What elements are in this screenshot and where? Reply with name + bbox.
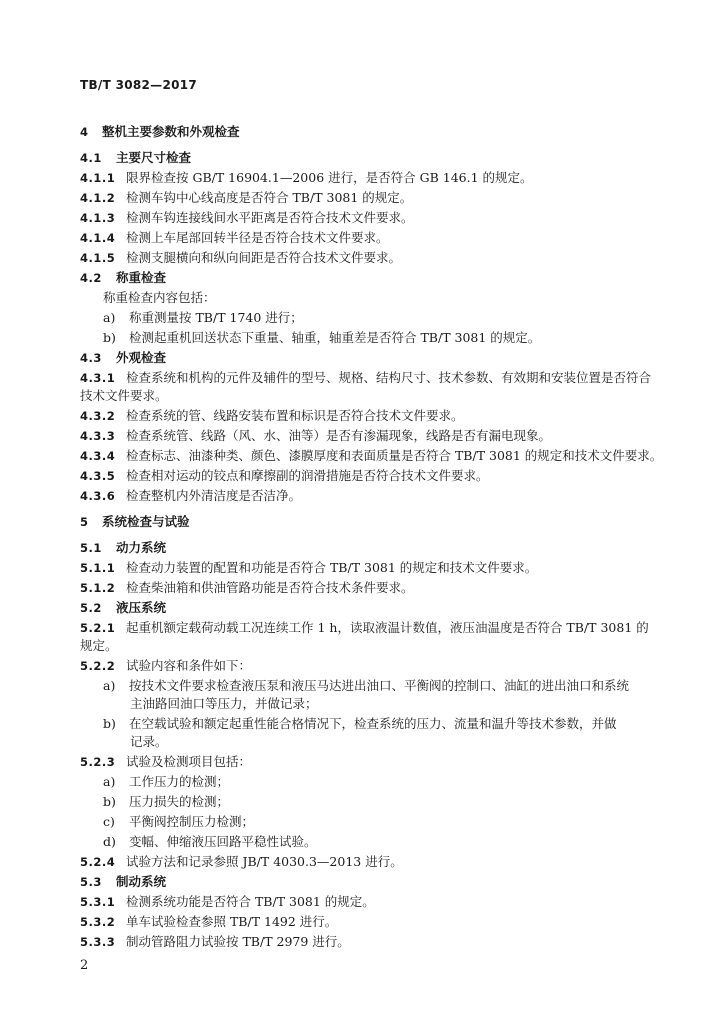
clause-line [80,580,654,596]
clause-line [80,370,654,386]
list-item-continuation [130,734,654,750]
list-label: d) [103,834,116,849]
clause-text: 限界检查按 GB/T 16904.1—2006 进行，是否符合 GB 146.1 的规定。 [126,170,533,185]
clause-number: 5.2 [80,601,102,615]
list-text: 主油路回油口等压力，并做记录； [130,696,318,711]
clause-title: 制动系统 [116,874,167,889]
clause-title: 称重检查 [116,270,167,285]
clause-text: 检查动力装置的配置和功能是否符合 TB/T 3081 的规定和技术文件要求。 [126,560,538,575]
clause-text: 检测上车尾部回转半径是否符合技术文件要求。 [126,230,389,245]
list-label: c) [103,814,115,829]
clause-number: 4.1.3 [80,211,116,225]
page-number: 2 [80,958,89,973]
clause-title: 外观检查 [116,350,167,365]
clause-number: 5.2.2 [80,659,116,673]
list-text: 在空载试验和额定起重性能合格情况下，检查系统的压力、流量和温升等技术参数，并做 [129,716,617,731]
clause-number: 4.3.1 [80,371,116,385]
clause-number: 5.1.2 [80,581,116,595]
clause-number: 4.1 [80,151,102,165]
clause-line [103,290,654,306]
clause-line [80,560,654,576]
clause-number: 4.1.5 [80,251,116,265]
list-item [103,794,654,810]
clause-number: 5 [80,515,89,529]
clause-text: 检测支腿横向和纵向间距是否符合技术文件要求。 [126,250,402,265]
clause-text: 试验及检测项目包括： [126,754,252,769]
clause-number: 4.3.2 [80,409,116,423]
section-heading [80,514,654,530]
clause-line [80,230,654,246]
clause-number: 5.3.2 [80,915,116,929]
list-text: 检测起重机回送状态下重量、轴重，轴重差是否符合 TB/T 3081 的规定。 [129,330,541,345]
clause-line [80,894,654,910]
clause-line [80,638,654,654]
clause-line [80,934,654,950]
list-label: b) [103,794,116,809]
clause-number: 5.3 [80,875,102,889]
clause-text: 检查系统的管、线路安装布置和标识是否符合技术文件要求。 [126,408,464,423]
clause-text: 检测车钩连接线间水平距离是否符合技术文件要求。 [126,210,414,225]
clause-line [80,428,654,444]
clause-line [80,754,654,770]
clause-text: 检查相对运动的铰点和摩擦副的润滑措施是否符合技术文件要求。 [126,468,489,483]
list-label: b) [103,330,116,345]
subsection-heading [80,600,654,616]
subsection-heading [80,350,654,366]
list-label: a) [103,678,116,693]
subsection-heading [80,270,654,286]
clause-number: 4.1.4 [80,231,116,245]
clause-number: 5.1 [80,541,102,555]
clause-number: 4.2 [80,271,102,285]
clause-number: 4.1.1 [80,171,116,185]
list-label: a) [103,774,116,789]
clause-text: 检查标志、油漆种类、颜色、漆膜厚度和表面质量是否符合 TB/T 3081 的规定和技术文件要求。 [126,448,663,463]
clause-number: 5.3.1 [80,895,116,909]
clause-text: 试验内容和条件如下： [126,658,252,673]
list-text: 按技术文件要求检查液压泵和液压马达进出油口、平衡阀的控制口、油缸的进出油口和系统 [129,678,630,693]
clause-line [80,250,654,266]
clause-line [80,468,654,484]
clause-text: 检测车钩中心线高度是否符合 TB/T 3081 的规定。 [126,190,413,205]
clause-number: 5.2.3 [80,755,116,769]
list-item-continuation [130,696,654,712]
clause-line [80,854,654,870]
clause-text: 称重检查内容包括： [103,290,216,305]
clause-text: 制动管路阻力试验按 TB/T 2979 进行。 [126,934,350,949]
list-item [103,678,654,694]
standard-code-header: TB/T 3082—2017 [80,78,198,92]
section-heading [80,124,654,140]
clause-text: 检测系统功能是否符合 TB/T 3081 的规定。 [126,894,375,909]
list-text: 称重测量按 TB/T 1740 进行； [129,310,303,325]
list-label: a) [103,310,116,325]
clause-number: 4.3.3 [80,429,116,443]
clause-title: 系统检查与试验 [102,514,190,529]
list-item [103,310,654,326]
subsection-heading [80,874,654,890]
clause-line [80,408,654,424]
clause-line [80,448,663,464]
list-text: 压力损失的检测； [129,794,230,809]
clause-line [80,210,654,226]
subsection-heading [80,150,654,166]
subsection-heading [80,540,654,556]
clause-number: 4.1.2 [80,191,116,205]
clause-number: 4 [80,125,89,139]
clause-line [80,488,654,504]
clause-number: 4.3.5 [80,469,116,483]
clause-text: 检查系统和机构的元件及辅件的型号、规格、结构尺寸、技术参数、有效期和安装位置是否符合 [126,370,652,385]
clause-title: 液压系统 [116,600,167,615]
list-item [103,814,654,830]
clause-line [80,190,654,206]
clause-number: 5.3.3 [80,935,116,949]
list-text: 工作压力的检测； [129,774,230,789]
clause-title: 主要尺寸检查 [116,150,192,165]
clause-title: 动力系统 [116,540,167,555]
list-item [103,774,654,790]
list-item [103,330,654,346]
clause-line [80,620,654,636]
list-item [103,834,654,850]
clause-line [80,170,654,186]
list-text: 变幅、伸缩液压回路平稳性试验。 [129,834,317,849]
clause-number: 4.3.6 [80,489,116,503]
clause-line [80,658,654,674]
clause-text: 试验方法和记录参照 JB/T 4030.3—2013 进行。 [126,854,403,869]
list-item [103,716,654,732]
clause-number: 4.3.4 [80,449,116,463]
clause-text: 单车试验检查参照 TB/T 1492 进行。 [126,914,338,929]
list-text: 平衡阀控制压力检测； [129,814,255,829]
clause-line [80,914,654,930]
clause-number: 5.2.1 [80,621,116,635]
clause-text: 检查系统管、线路（风、水、油等）是否有渗漏现象，线路是否有漏电现象。 [126,428,552,443]
clause-text: 起重机额定载荷动载工况连续工作 1 h，读取液温计数值，液压油温度是否符合 TB/T 3081 的 [126,620,649,635]
clause-number: 4.3 [80,351,102,365]
list-text: 记录。 [130,734,168,749]
clause-text: 检查柴油箱和供油管路功能是否符合技术条件要求。 [126,580,414,595]
clause-number: 5.2.4 [80,855,116,869]
clause-title: 整机主要参数和外观检查 [102,124,240,139]
clause-line [80,388,654,404]
clause-text: 检查整机内外清洁度是否洁净。 [126,488,302,503]
list-label: b) [103,716,116,731]
clause-number: 5.1.1 [80,561,116,575]
clause-text: 技术文件要求。 [80,388,168,403]
clause-text: 规定。 [80,638,118,653]
